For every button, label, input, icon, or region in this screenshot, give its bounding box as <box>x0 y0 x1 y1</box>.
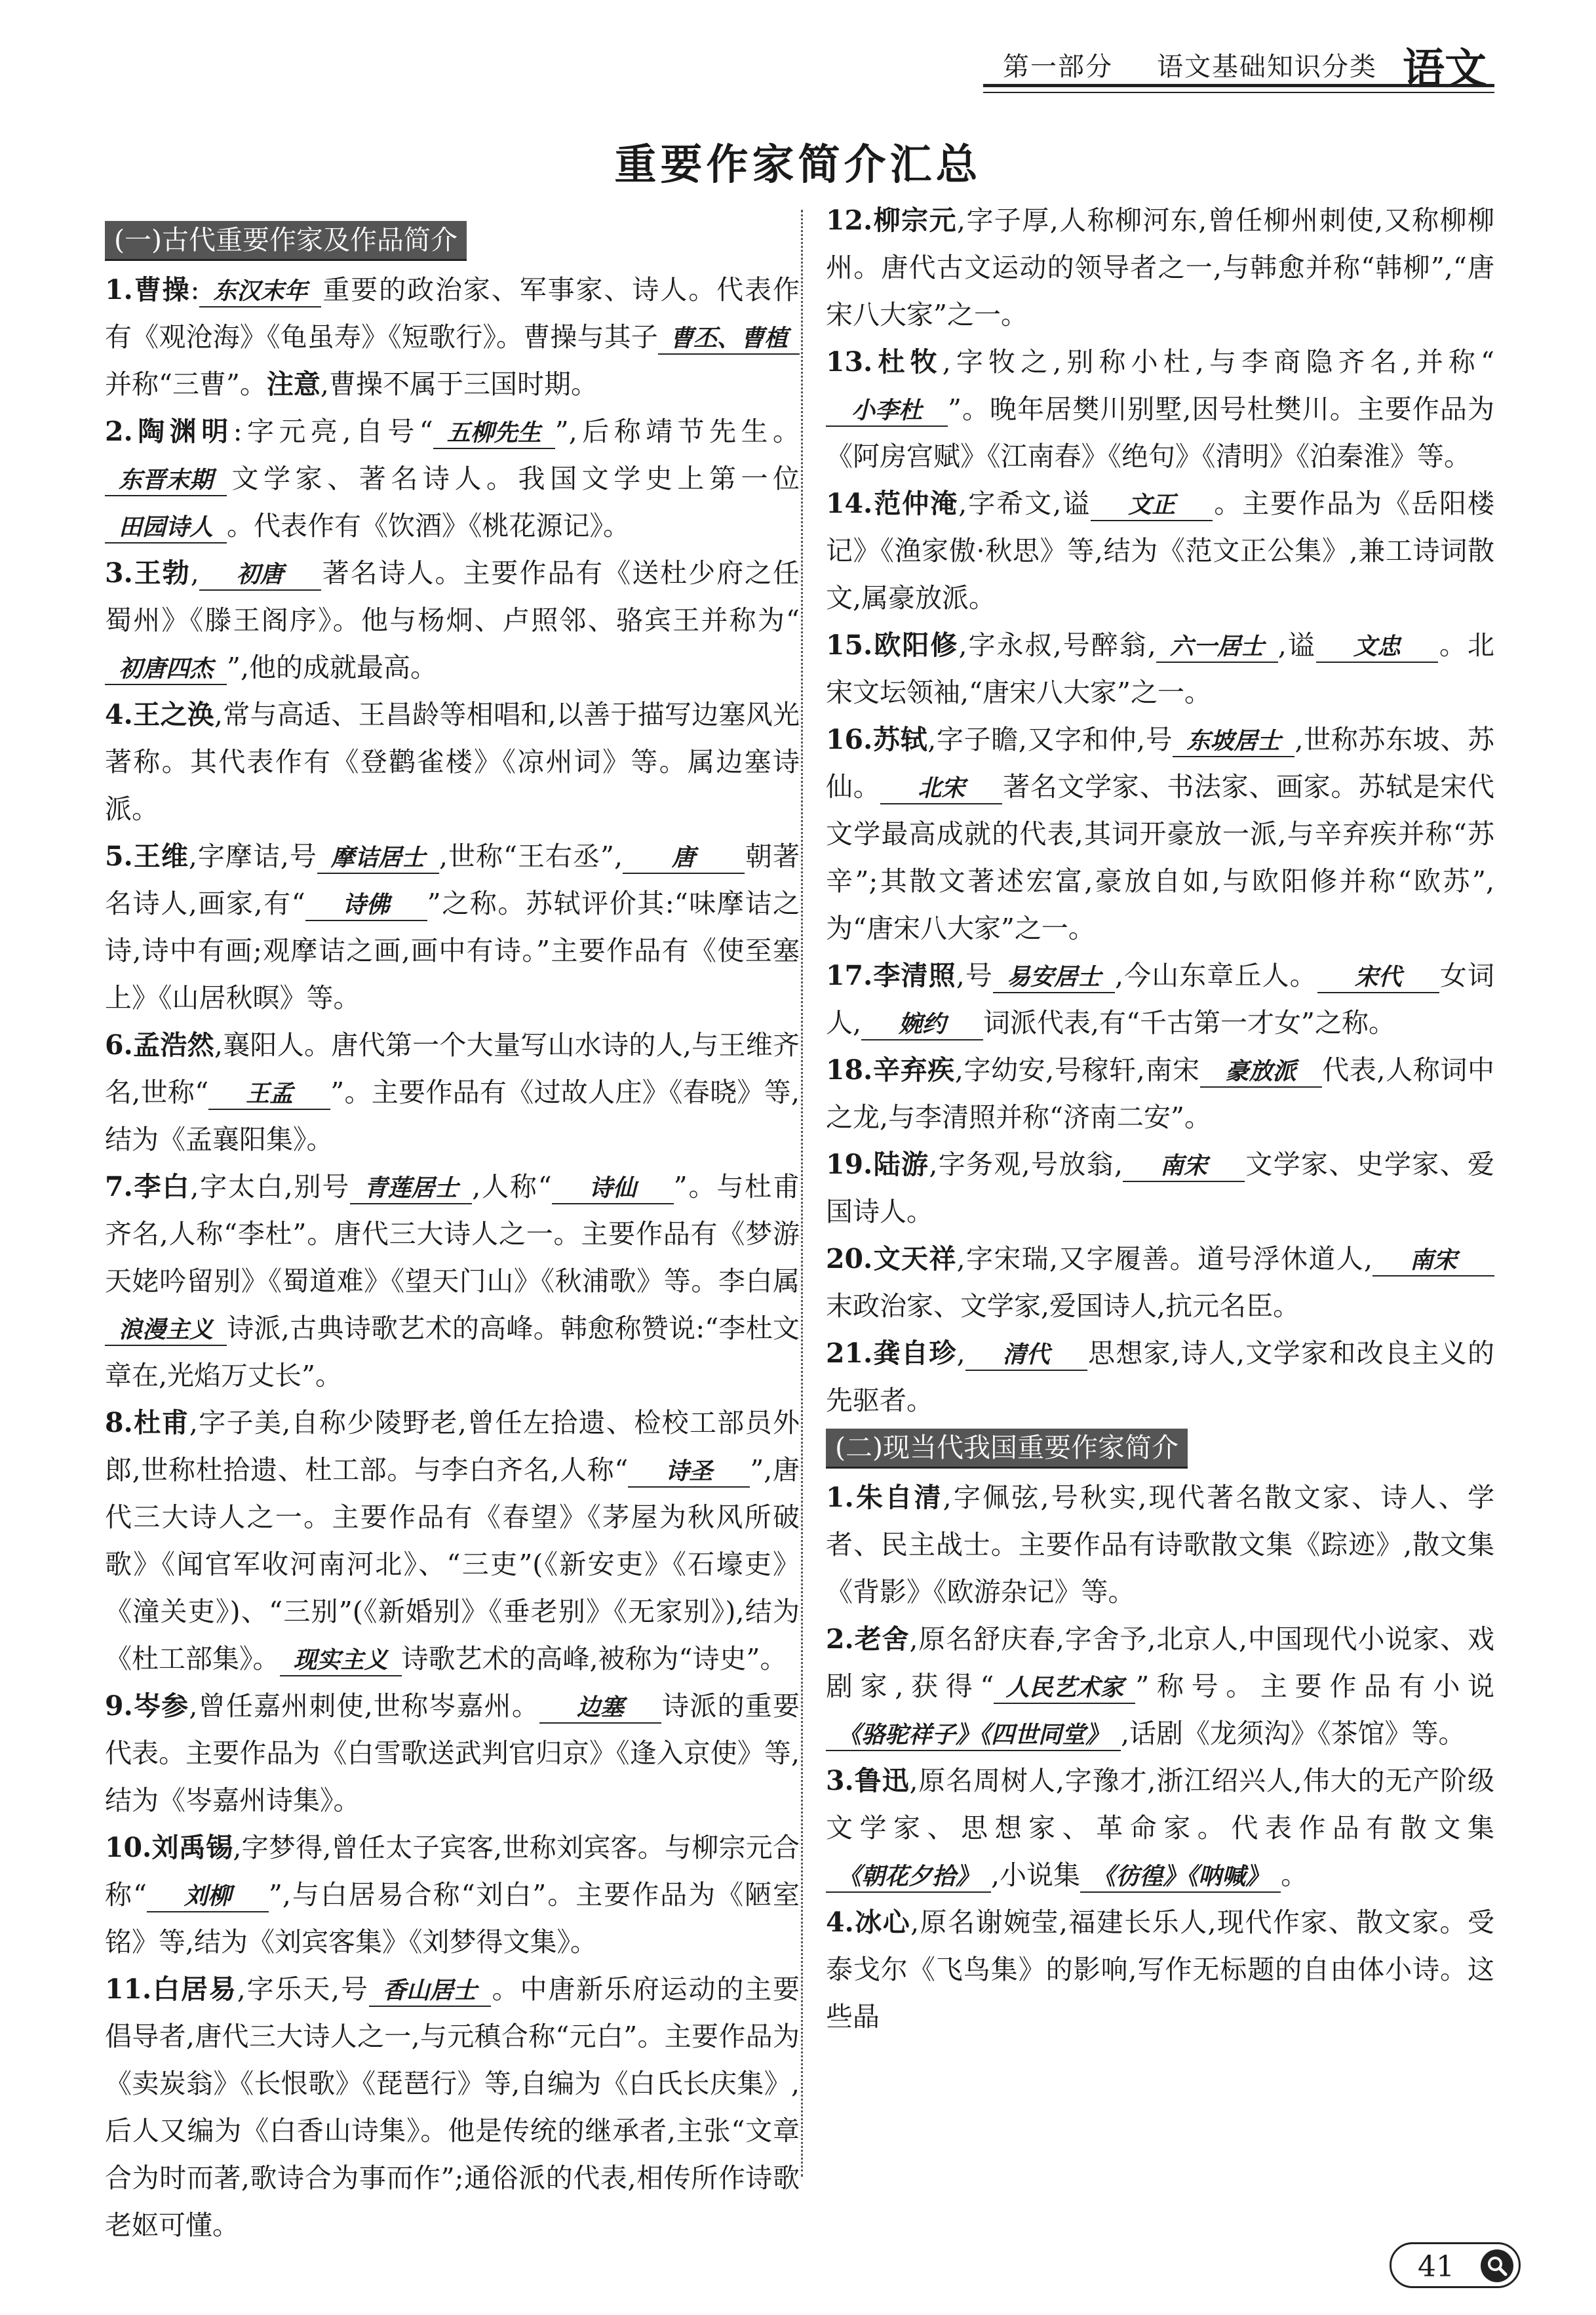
entry-menghaoran: 6.孟浩然,襄阳人。唐代第一个大量写山水诗的人,与王维齐名,世称“ 王孟 ”。主要作品有《过故人庄》《春晓》等,结为《孟襄阳集》。 <box>105 1029 800 1155</box>
answer-blank: 《彷徨》《呐喊》 <box>1080 1863 1281 1893</box>
answer-blank: 易安居士 <box>993 963 1115 993</box>
answer-blank: 唐 <box>623 844 745 874</box>
entry-laoshe: 2.老舍,原名舒庆春,字舍予,北京人,中国现代小说家、戏剧家,获得“ 人民艺术家 ”称号。主要作品有小说《骆驼祥子》《四世同堂》 ,话剧《龙须沟》《茶馆》等。 <box>826 1615 1494 1757</box>
answer-blank: 刘柳 <box>147 1882 269 1912</box>
answer-blank: 六一居士 <box>1156 633 1278 663</box>
entry-baijuyi: 11.白居易,字乐天,号 香山居士 。中唐新乐府运动的主要倡导者,唐代三大诗人之一,与元稹合称“元白”。主要作品为《卖炭翁》《长恨歌》《琵琶行》等,自编为《白氏长庆集》,后人又编为《白香山诗集》。他是传统的继承者,主张“文章合为时而著,歌诗合为事而作”;通俗派的代表,相传所作诗歌老妪可懂。 <box>105 1973 800 2241</box>
answer-blank: 田园诗人 <box>105 513 227 544</box>
entry-fanzhongyan: 14.范仲淹,字希文,谥 文正 。主要作品为《岳阳楼记》《渔家傲·秋思》等,结为《范文正公集》,兼工诗词散文,属豪放派。 <box>826 488 1495 614</box>
entry-wangwei: 5.王维,字摩诘,号 摩诘居士 ,世称“王右丞”, 唐 朝著名诗人,画家,有“ 诗佛 ”之称。苏轼评价其:“味摩诘之诗,诗中有画;观摩诘之画,画中有诗。”主要作品有《使至塞上》《山居秋暝》等。 <box>105 841 800 1014</box>
header-subject: 语文 <box>1403 45 1487 94</box>
answer-blank: 宋代 <box>1317 963 1439 993</box>
entry-caocao: 1.曹操: 东汉末年 重要的政治家、军事家、诗人。代表作有《观沧海》《龟虽寿》《短歌行》。曹操与其子 曹丕、曹植并称“三曹”。注意,曹操不属于三国时期。 <box>105 274 800 400</box>
right-column <box>826 197 1494 2040</box>
answer-blank: 香山居士 <box>369 1977 491 2007</box>
header-category: 语文基础知识分类 <box>1157 52 1377 82</box>
answer-blank: 初唐 <box>199 561 321 591</box>
answer-blank: 曹丕、曹植 <box>658 325 800 355</box>
answer-blank: 东汉末年 <box>199 277 321 307</box>
page-number-badge <box>1390 2242 1521 2288</box>
answer-blank: 摩诘居士 <box>317 844 439 874</box>
entry-ouyangxiu: 15.欧阳修,字永叔,号醉翁, 六一居士 ,谥 文忠 。北宋文坛领袖,“唐宋八大家”之一。 <box>826 629 1494 708</box>
entry-xinqiji: 18.辛弃疾,字幼安,号稼轩,南宋 豪放派 代表,人称词中之龙,与李清照并称“济南二安”。 <box>826 1054 1494 1133</box>
answer-blank: 《朝花夕拾》 <box>826 1863 991 1893</box>
answer-blank: 小李杜 <box>826 397 948 427</box>
entry-liuzongyuan: 12.柳宗元,字子厚,人称柳河东,曾任柳州刺使,又称柳柳州。唐代古文运动的领导者之一,与韩愈并称“韩柳”,“唐宋八大家”之一。 <box>826 205 1494 330</box>
answer-blank: 诗圣 <box>628 1457 750 1488</box>
entry-censhen: 9.岑参,曾任嘉州刺使,世称岑嘉州。 边塞 诗派的重要代表。主要作品为《白雪歌送武判官归京》《逢入京使》等,结为《岑嘉州诗集》。 <box>105 1690 800 1816</box>
answer-blank: 《骆驼祥子》《四世同堂》 <box>826 1721 1121 1751</box>
answer-blank: 清代 <box>965 1341 1087 1371</box>
answer-blank: 南宋 <box>1123 1152 1245 1182</box>
entry-luyou: 19.陆游,字务观,号放翁, 南宋 文学家、史学家、爱国诗人。 <box>826 1149 1494 1227</box>
entry-wangbo: 3.王勃, 初唐 著名诗人。主要作品有《送杜少府之任蜀州》《滕王阁序》。他与杨炯、卢照邻、骆宾王并称为“初唐四杰 ”,他的成就最高。 <box>105 549 800 691</box>
answer-blank: 浪漫主义 <box>105 1316 227 1346</box>
page-header <box>918 26 1494 94</box>
section-heading-ancient: (一)古代重要作家及作品简介 <box>105 221 467 261</box>
entry-dumu: 13.杜牧,字牧之,别称小杜,与李商隐齐名,并称“小李杜 ”。晚年居樊川别墅,因号杜樊川。主要作品为《阿房宫赋》《江南春》《绝句》《清明》《泊秦淮》等。 <box>826 346 1495 472</box>
page-number: 41 <box>1418 2250 1454 2284</box>
answer-blank: 东晋末期 <box>105 466 227 496</box>
answer-blank: 诗仙 <box>552 1174 674 1204</box>
answer-blank: 青莲居士 <box>350 1174 472 1204</box>
section-heading-modern: (二)现当代我国重要作家简介 <box>826 1429 1188 1469</box>
entry-bingxin: 4.冰心,原名谢婉莹,福建长乐人,现代作家、散文家。受泰戈尔《飞鸟集》的影响,写作无标题的自由体小诗。这些晶 <box>826 1907 1495 2032</box>
answer-blank: 文正 <box>1091 491 1213 521</box>
answer-blank: 人民艺术家 <box>994 1674 1135 1704</box>
answer-blank: 王孟 <box>208 1080 330 1110</box>
answer-blank: 初唐四杰 <box>105 655 227 685</box>
answer-blank: 文忠 <box>1316 633 1438 663</box>
answer-blank: 东坡居士 <box>1173 727 1294 757</box>
answer-blank: 婉约 <box>861 1010 983 1040</box>
header-rule-thin <box>983 92 1494 93</box>
entry-luxun: 3.鲁迅,原名周树人,字豫才,浙江绍兴人,伟大的无产阶级文学家、思想家、革命家。代表作品有散文集《朝花夕拾》 ,小说集 《彷徨》《呐喊》 。 <box>826 1757 1494 1899</box>
entry-dufu: 8.杜甫,字子美,自称少陵野老,曾任左拾遗、检校工部员外郎,世称杜拾遗、杜工部。与李白齐名,人称“ 诗圣 ”,唐代三大诗人之一。主要作品有《春望》《茅屋为秋风所破歌》《闻官军收河南河北》、“三吏”(《新安吏》《石壕吏》《潼关吏》)、“三别”(《新婚别》《垂老别》《无家别》),结为《杜工部集》。 现实主义 诗歌艺术的高峰,被称为“诗史”。 <box>105 1399 800 1682</box>
entry-liqingzhao: 17.李清照,号 易安居士 ,今山东章丘人。 宋代 女词人, 婉约 词派代表,有“千古第一才女”之称。 <box>826 952 1494 1046</box>
entry-sushi: 16.苏轼,字子瞻,又字和仲,号 东坡居士 ,世称苏东坡、苏仙。 北宋 著名文学家、书法家、画家。苏轼是宋代文学最高成就的代表,其词开豪放一派,与辛弃疾并称“苏辛”;其散文著述宏富,豪放自如,与欧阳修并称“欧苏”,为“唐宋八大家”之一。 <box>826 724 1495 944</box>
answer-blank: 豪放派 <box>1200 1058 1322 1088</box>
entry-zhuziqing: 1.朱自清,字佩弦,号秋实,现代著名散文家、诗人、学者、民主战士。主要作品有诗歌散文集《踪迹》,散文集《背影》《欧游杂记》等。 <box>826 1482 1494 1608</box>
entry-liuyuxi: 10.刘禹锡,字梦得,曾任太子宾客,世称刘宾客。与柳宗元合称“ 刘柳 ”,与白居易合称“刘白”。主要作品为《陋室铭》等,结为《刘宾客集》《刘梦得文集》。 <box>105 1832 800 1958</box>
entry-wentianxiang: 20.文天祥,字宋瑞,又字履善。道号浮休道人, 南宋末政治家、文学家,爱国诗人,抗元名臣。 <box>826 1235 1494 1330</box>
entry-gongzizhen: 21.龚自珍, 清代 思想家,诗人,文学家和改良主义的先驱者。 <box>826 1337 1494 1416</box>
left-column <box>105 216 800 2249</box>
column-divider <box>801 210 803 2177</box>
answer-blank: 诗佛 <box>305 891 427 921</box>
magnifier-icon <box>1481 2249 1513 2282</box>
answer-blank: 南宋 <box>1372 1246 1494 1276</box>
answer-blank: 北宋 <box>880 774 1002 804</box>
page-title: 重要作家简介汇总 <box>614 140 982 189</box>
header-rule <box>983 84 1494 87</box>
entry-libai: 7.李白,字太白,别号 青莲居士 ,人称“ 诗仙 ”。与杜甫齐名,人称“李杜”。唐代三大诗人之一。主要作品有《梦游天姥吟留别》《蜀道难》《望天门山》《秋浦歌》等。李白属浪漫主义 诗派,古典诗歌艺术的高峰。韩愈称赞说:“李杜文章在,光焰万丈长”。 <box>105 1171 800 1391</box>
answer-blank: 边塞 <box>539 1693 661 1724</box>
entry-wangzhihuan: 4.王之涣,常与高适、王昌龄等相唱和,以善于描写边塞风光著称。其代表作有《登鹳雀楼》《凉州词》等。属边塞诗派。 <box>105 699 800 825</box>
entry-taoyuanming: 2.陶渊明:字元亮,自号“ 五柳先生 ”,后称靖节先生。东晋末期 文学家、著名诗人。我国文学史上第一位田园诗人 。代表作有《饮酒》《桃花源记》。 <box>105 408 800 549</box>
header-part: 第一部分 <box>1003 52 1113 82</box>
answer-blank: 五柳先生 <box>433 419 555 449</box>
answer-blank: 现实主义 <box>280 1646 402 1676</box>
